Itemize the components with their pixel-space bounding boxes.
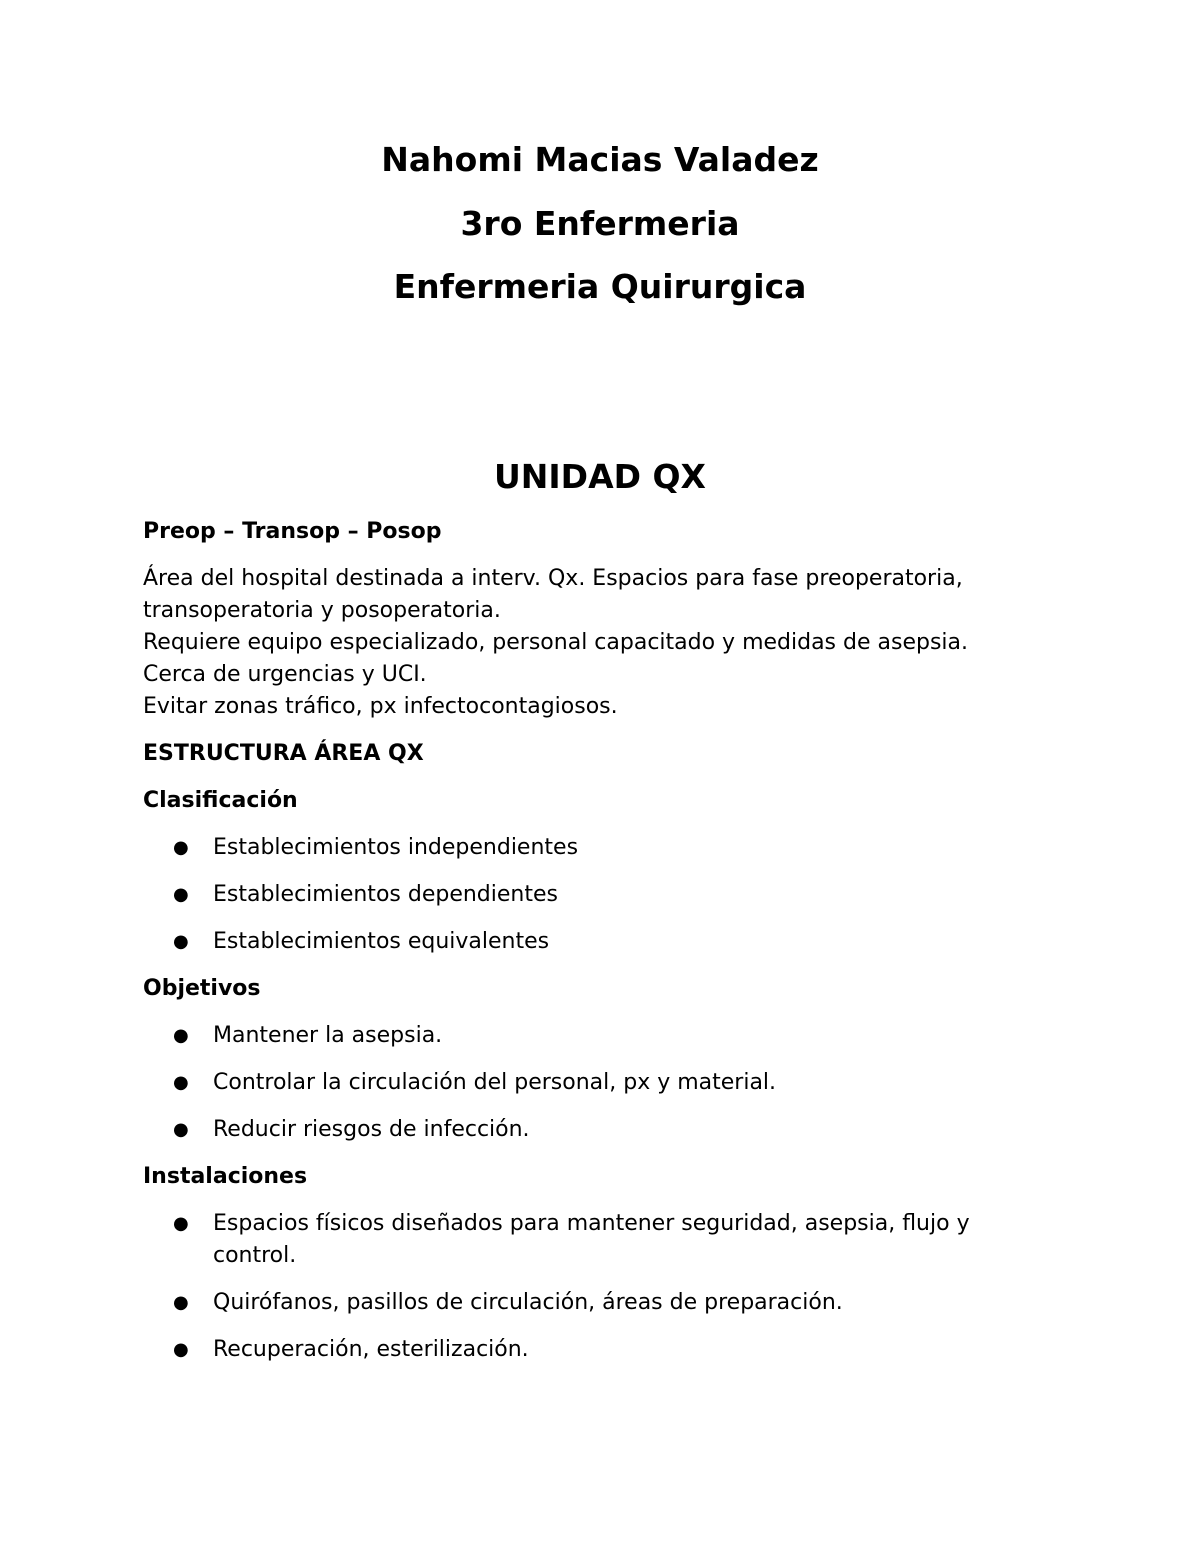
document-body [143, 516, 1043, 1381]
list-item: ● Reducir riesgos de infección. [143, 1114, 1043, 1146]
intro-line: transoperatoria y posoperatoria. [143, 598, 501, 623]
intro-line: Evitar zonas tráfico, px infectocontagiosos. [143, 694, 618, 719]
intro-line: Requiere equipo especializado, personal capacitado y medidas de asepsia. [143, 630, 968, 655]
subject-label: Enfermeria Quirurgica [393, 267, 807, 306]
objectives-list [143, 1020, 1043, 1146]
list-item: ● Establecimientos independientes [143, 832, 1043, 864]
objectives-heading: Objetivos [143, 976, 261, 1001]
intro-line: Cerca de urgencias y UCI. [143, 662, 427, 687]
bullet-icon: ● [173, 931, 189, 952]
facilities-list [143, 1208, 1043, 1366]
bullet-icon: ● [173, 1213, 189, 1234]
grade-label: 3ro Enfermeria [460, 204, 740, 243]
list-item: ● Establecimientos equivalentes [143, 926, 1043, 958]
bullet-icon: ● [173, 1292, 189, 1313]
bullet-icon: ● [173, 1339, 189, 1360]
classification-heading: Clasificación [143, 788, 298, 813]
structure-heading: ESTRUCTURA ÁREA QX [143, 741, 424, 766]
list-item: ● Establecimientos dependientes [143, 879, 1043, 911]
list-item: ● Recuperación, esterilización. [143, 1334, 1043, 1366]
list-item: ● Quirófanos, pasillos de circulación, áreas de preparación. [143, 1287, 1043, 1319]
bullet-icon: ● [173, 884, 189, 905]
facilities-heading: Instalaciones [143, 1164, 308, 1189]
list-item: ● Espacios físicos diseñados para mantener seguridad, asepsia, flujo y control. [143, 1208, 1043, 1272]
list-item: ● Controlar la circulación del personal, px y material. [143, 1067, 1043, 1099]
intro-paragraph [143, 563, 1043, 723]
bullet-icon: ● [173, 1072, 189, 1093]
section-title: UNIDAD QX [493, 457, 706, 496]
phases-heading: Preop – Transop – Posop [143, 519, 442, 544]
bullet-icon: ● [173, 837, 189, 858]
classification-list [143, 832, 1043, 958]
intro-line: Área del hospital destinada a interv. Qx. Espacios para fase preoperatoria, [143, 566, 963, 591]
list-item: ● Mantener la asepsia. [143, 1020, 1043, 1052]
author-name: Nahomi Macias Valadez [381, 140, 819, 179]
bullet-icon: ● [173, 1025, 189, 1046]
bullet-icon: ● [173, 1119, 189, 1140]
